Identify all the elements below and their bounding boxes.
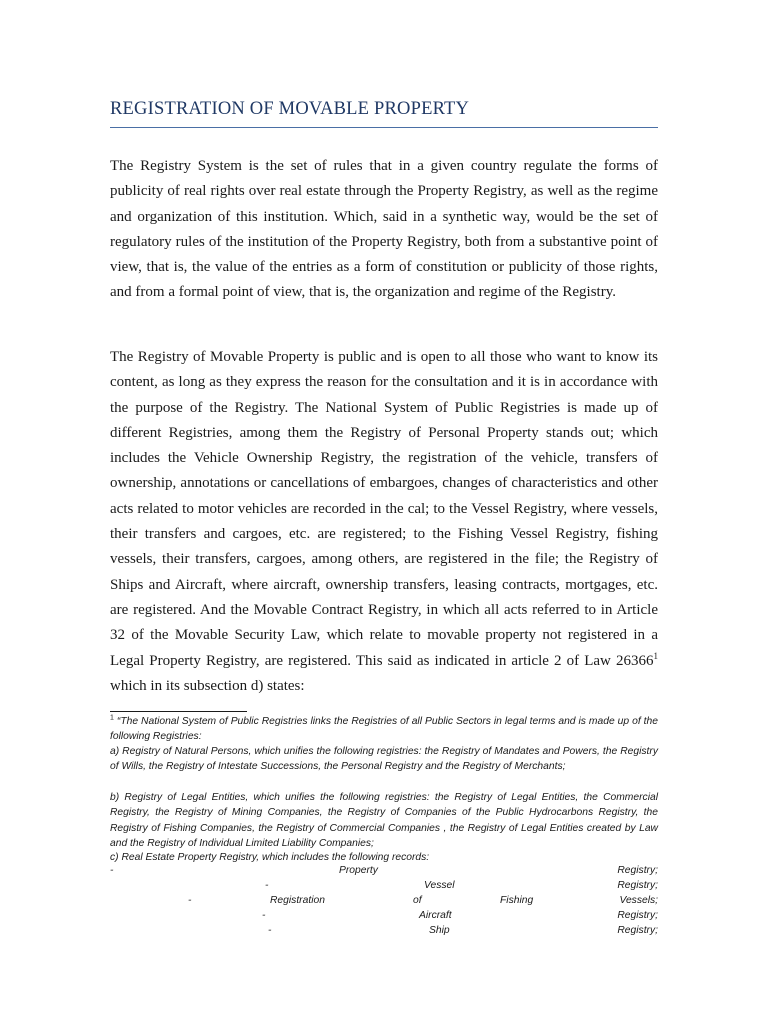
record-word: Ship	[429, 925, 450, 936]
record-dash: -	[262, 910, 266, 921]
footnote-item-c: c) Real Estate Property Registry, which includes the following records:	[110, 852, 430, 863]
record-word: Registry;	[617, 910, 658, 921]
footnote-intro-text: “The National System of Public Registries links the Registries of all Public Sectors in legal terms and is made up of the following Registries:	[110, 716, 658, 743]
footnote-intro	[110, 714, 658, 745]
paragraph-movable-property-text: The Registry of Movable Property is public and is open to all those who want to know its content, as long as they express the reason for the consultation and it is in accordance with the purpose of the Registry. The National System of Public Registries is made up of different Registries, among them the Registry of Personal Property stands out; which includes the Vehicle Ownership Registry, the registration of the vehicle, transfers of ownership, annotations or cancellations of embargoes, changes of characteristics and other acts related to motor vehicles are recorded in the cal; to the Vessel Registry, where vessels, their transfers and cargoes, etc. are registered; to the Fishing Vessel Registry, fishing vessels, their transfers, cargoes, among others, are registered in the file; the Registry of Ships and Aircraft, where aircraft, ownership transfers, leasing contracts, mortgages, etc. are registered. And the Movable Contract Registry, in which all acts referred to in Article 32 of the Movable Security Law, which relate to movable property not registered in a Legal Property Registry, are registered. This said as indicated in article 2 of Law 26366	[110, 349, 658, 669]
record-dash: -	[268, 925, 272, 936]
record-word: Registry;	[617, 880, 658, 891]
footnote-record-row	[110, 880, 658, 895]
record-word: Registry;	[617, 925, 658, 936]
record-word: Property	[339, 865, 378, 876]
footnote-record-row	[110, 895, 658, 910]
footnote-number: 1	[110, 714, 114, 722]
record-word: Vessel	[424, 880, 455, 891]
record-dash: -	[265, 880, 269, 891]
record-word: Aircraft	[419, 910, 452, 921]
paragraph-registry-system: The Registry System is the set of rules that in a given country regulate the forms of publicity of real rights over real estate through the Property Registry, as well as the regime and organization of this institution. Which, said in a synthetic way, would be the set of regulatory rules of the institution of the Property Registry, both from a substantive point of view, that is, the value of the entries as a form of constitution or publicity of those rights, and from a formal point of view, that is, the organization and regime of the Registry.	[110, 158, 658, 301]
record-dash: -	[188, 895, 192, 906]
footnote-separator	[110, 711, 247, 712]
paragraph-movable-property	[110, 345, 658, 699]
record-word: Fishing	[500, 895, 534, 906]
footnote-reference[interactable]: 1	[653, 650, 658, 661]
paragraph-movable-property-tail: which in its subsection d) states:	[110, 677, 305, 694]
record-word: Vessels;	[619, 895, 658, 906]
footnote-item-b: b) Registry of Legal Entities, which unifies the following registries: the Registry of Legal Entities, the Commercial Registry, the Registry of Mining Companies, the Registry of Companies of the Public Hydrocarbons Registry, the Registry of Fishing Companies, the Registry of Commercial Companies , the Registry of Legal Entities created by Law and the Registry of Individual Limited Liability Companies;	[110, 792, 658, 849]
record-word: Registry;	[617, 865, 658, 876]
record-dash: -	[110, 865, 114, 876]
footnote-record-row	[110, 865, 658, 880]
footnote-record-row	[110, 925, 658, 940]
page-title: REGISTRATION OF MOVABLE PROPERTY	[110, 99, 470, 119]
record-word: Registration	[270, 895, 325, 906]
title-underline	[110, 127, 658, 128]
footnote-record-row	[110, 910, 658, 925]
footnote-item-a: a) Registry of Natural Persons, which unifies the following registries: the Registry of Mandates and Powers, the Registry of Wills, the Registry of Intestate Successions, the Personal Registry and the Registry of Merchants;	[110, 746, 658, 773]
record-word: of	[413, 895, 422, 906]
